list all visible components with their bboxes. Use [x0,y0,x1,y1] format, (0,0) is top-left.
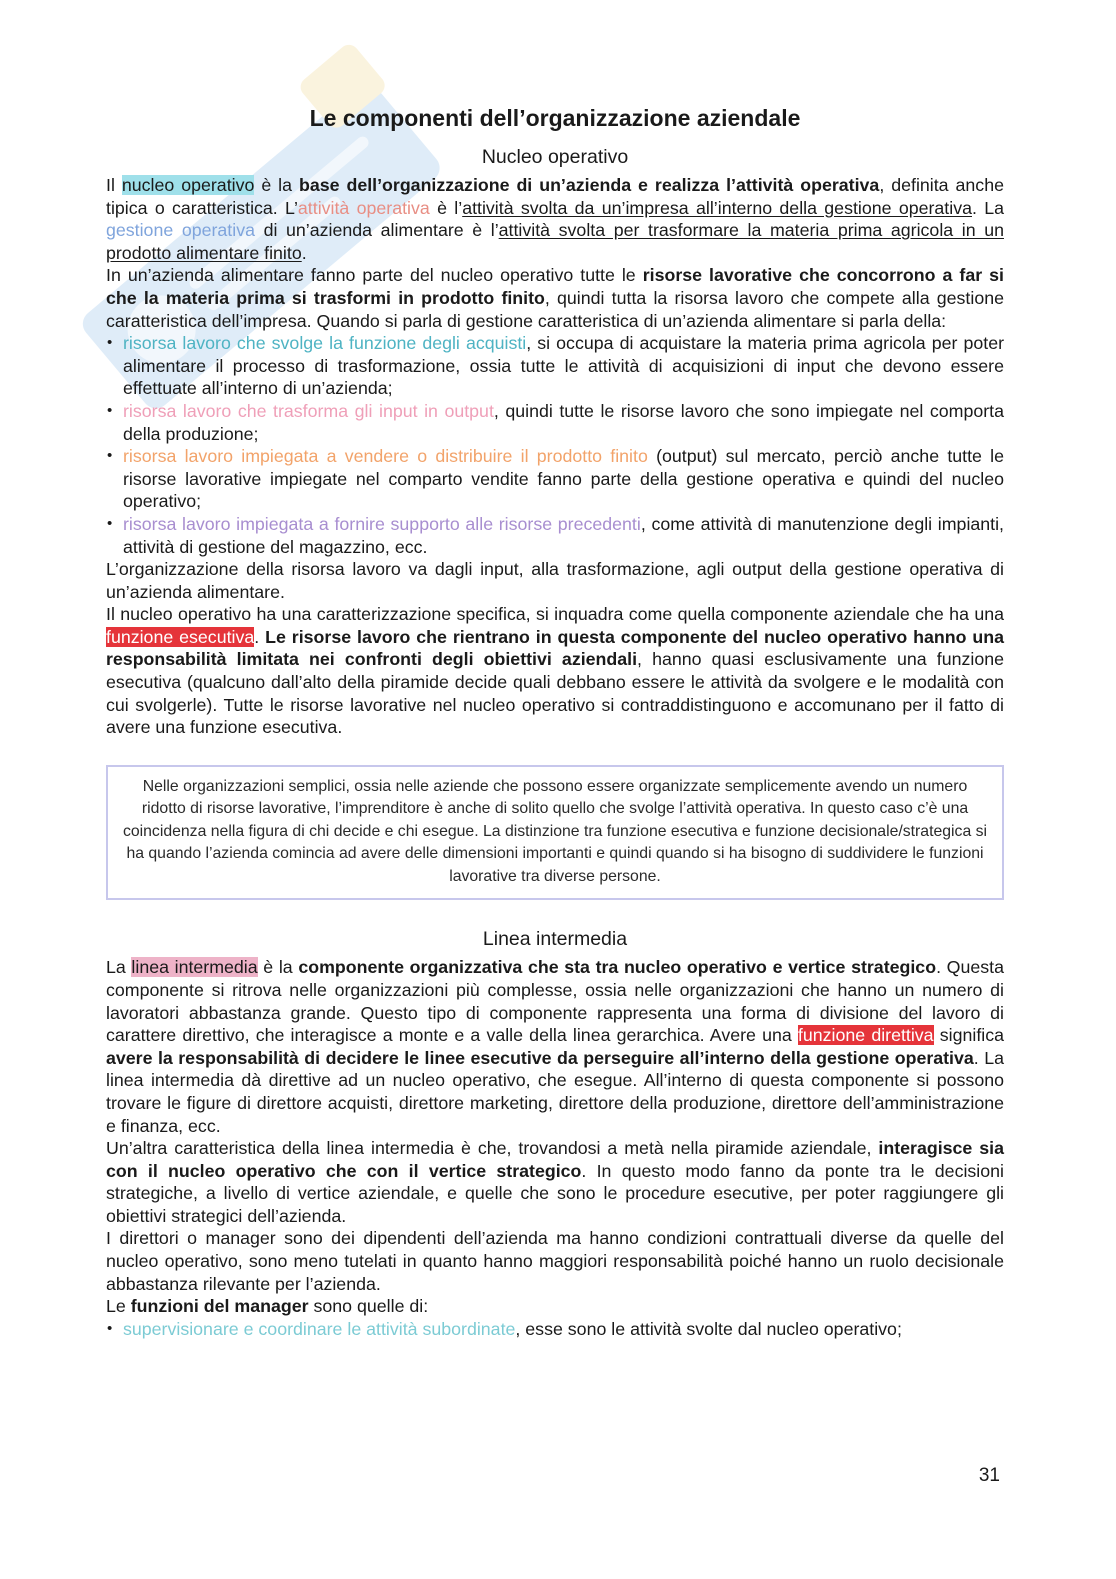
colored-term: gestione operativa [106,220,255,241]
section-heading-nucleo-operativo: Nucleo operativo [481,146,629,168]
bullet-list [106,1318,1004,1341]
page-number: 31 [978,1465,1000,1486]
underlined-definition: attività svolta per trasformare la materia prima agricola in un prodotto alimentare finito [106,220,1004,263]
paragraph: Le funzioni del manager sono quelle di: [106,1296,429,1317]
document-page [106,104,1004,1340]
bullet-list [106,332,1004,558]
paragraph: I direttori o manager sono dei dipendenti dell’azienda ma hanno condizioni contrattuali diverse da quelle del nucleo operativo, sono meno tutelati in quanto hanno maggiori responsabilità poiché hanno un ruolo decisionale abbastanza rilevante per l’azienda. [106,1228,1004,1294]
list-item: • supervisionare e coordinare le attività subordinate, esse sono le attività svolte dal nucleo operativo; [106,1318,1004,1341]
page-title: Le componenti dell’organizzazione aziendale [309,105,801,131]
paragraph: La linea intermedia è la componente organizzativa che sta tra nucleo operativo e vertice strategico. Questa componente si ritrova nelle organizzazioni più complesse, ossia nelle organizzazioni che hanno un numero di lavoratori abbastanza grande. Questo tipo di componente rappresenta una forma di divisione del lavoro di carattere direttivo, che interagisce a monte e a valle della linea gerarchica. Avere una funzione direttiva significa avere la responsabilità di decidere le linee esecutive da perseguire all’interno della gestione operativa. La linea intermedia dà direttive ad un nucleo operativo, che esegue. All’interno di questa componente si possono trovare le figure di direttore acquisti, direttore marketing, direttore della produzione, direttore dell’amministrazione e finanza, ecc. [106,957,1004,1136]
paragraph: In un’azienda alimentare fanno parte del nucleo operativo tutte le risorse lavorative che concorrono a far si che la materia prima si trasformi in prodotto finito, quindi tutta la risorsa lavoro che compete alla gestione caratteristica dell’impresa. Quando si parla di gestione caratteristica di un’azienda alimentare si parla della: [106,265,1004,331]
list-item: • risorsa lavoro impiegata a vendere o distribuire il prodotto finito (output) sul mercato, perciò anche tutte le risorse lavorative impiegate nel comparto vendite fanno parte della gestione operativa e quindi del nucleo operativo; [106,445,1004,513]
list-item: • risorsa lavoro impiegata a fornire supporto alle risorse precedenti, come attività di manutenzione degli impianti, attività di gestione del magazzino, ecc. [106,513,1004,558]
note-box: Nelle organizzazioni semplici, ossia nelle aziende che possono essere organizzate semplicemente avendo un numero ridotto di risorse lavorative, l’imprenditore è anche di solito quello che svolge l’attività operativa. In questo caso c’è una coincidenza nella figura di chi decide e chi esegue. La distinzione tra funzione esecutiva e funzione decisionale/strategica si ha quando l’azienda comincia ad avere delle dimensioni importanti e quindi quando si ha bisogno di suddividere le funzioni lavorative tra diverse persone. [106,765,1004,901]
paragraph: Un’altra caratteristica della linea intermedia è che, trovandosi a metà nella piramide aziendale, interagisce sia con il nucleo operativo che con il vertice strategico. In questo modo fanno da ponte tra le decisioni strategiche, a livello di vertice aziendale, e quelle che sono le procedure esecutive, per poter raggiungere gli obiettivi strategici dell’azienda. [106,1138,1004,1226]
section-heading-linea-intermedia: Linea intermedia [482,928,628,951]
colored-term: attività operativa [297,197,430,218]
highlight-term: linea intermedia [131,957,258,978]
paragraph: Il nucleo operativo è la base dell’organizzazione di un’azienda e realizza l’attività operativa, definita anche tipica o caratteristica. L’attività operativa è l’attività svolta da un’impresa all’interno della gestione operativa. La gestione operativa di un’azienda alimentare è l’attività svolta per trasformare la materia prima agricola in un prodotto alimentare finito. [106,175,1005,263]
list-item: • risorsa lavoro che trasforma gli input in output, quindi tutte le risorse lavoro che sono impiegate nel comporta della produzione; [106,400,1004,445]
underlined-definition: attività svolta da un’impresa all’interno della gestione operativa [462,197,972,218]
highlight-term: nucleo operativo [121,175,255,195]
paragraph: Il nucleo operativo ha una caratterizzazione specifica, si inquadra come quella componente aziendale che ha una funzione esecutiva. Le risorse lavoro che rientrano in questa componente del nucleo operativo hanno una responsabilità limitata nei confronti degli obiettivi aziendali, hanno quasi esclusivamente una funzione esecutiva (qualcuno dall’alto della piramide decide quali debbano essere le attività da svolgere e le modalità con cui svolgerle). Tutte le risorse lavorative nel nucleo operativo si contraddistinguono e accomunano per il fatto di avere una funzione esecutiva. [106,604,1005,738]
highlight-term: funzione esecutiva [106,626,255,647]
paragraph: L’organizzazione della risorsa lavoro va dagli input, alla trasformazione, agli output della gestione operativa di un’azienda alimentare. [106,559,1004,602]
list-item: • risorsa lavoro che svolge la funzione degli acquisti, si occupa di acquistare la materia prima agricola per poter alimentare il processo di trasformazione, ossia tutte le attività di acquisizioni di input che devono essere effettuate all’interno di un’azienda; [106,332,1004,400]
highlight-term: funzione direttiva [797,1025,934,1046]
